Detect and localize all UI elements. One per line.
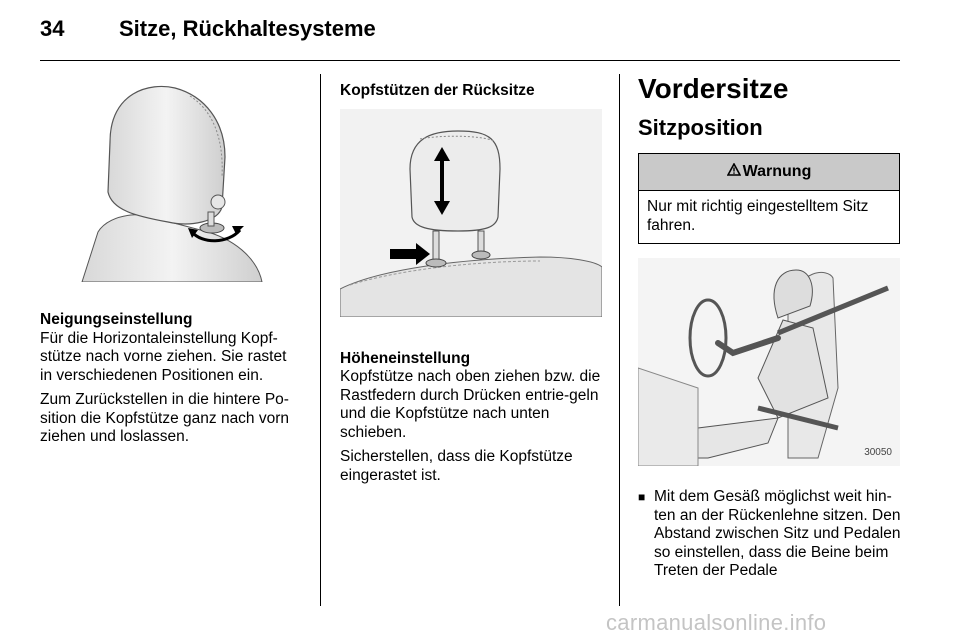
tilt-paragraph-2: Zum Zurückstellen in die hintere Po-sition die Kopfstütze ganz nach vorn ziehen und loslassen. xyxy=(40,391,290,445)
sub-title: Sitzposition xyxy=(638,115,763,140)
page-number: 34 xyxy=(40,16,65,41)
height-paragraph-2: Sicherstellen, dass die Kopfstütze eingerastet ist. xyxy=(340,448,573,484)
height-paragraph-1: Kopfstütze nach oben ziehen bzw. die Rastfedern durch Drücken entrie-geln und die Kopfstütze nach unten schieben. xyxy=(340,368,601,441)
rear-headrest-heading: Kopfstützen der Rücksitze xyxy=(340,82,535,99)
column-divider-2 xyxy=(619,74,620,606)
column-2 xyxy=(340,82,602,491)
tilt-paragraph-1: Für die Horizontaleinstellung Kopf-stütze nach vorne ziehen. Sie rastet in verschiedenen Positionen ein. xyxy=(40,329,287,384)
section-title: Vordersitze xyxy=(638,73,789,104)
height-heading: Höheneinstellung xyxy=(340,349,471,367)
watermark: carmanualsonline.info xyxy=(606,610,827,635)
warning-box xyxy=(638,153,900,244)
column-1 xyxy=(40,82,302,453)
rear-headrest-illustration xyxy=(340,109,602,317)
headrest-tilt-illustration xyxy=(40,82,302,282)
running-title: Sitze, Rückhaltesysteme xyxy=(119,16,376,41)
warning-label: Warnung xyxy=(742,163,812,180)
column-divider-1 xyxy=(320,74,321,606)
header-rule xyxy=(40,60,900,61)
list-item xyxy=(638,488,902,581)
warning-triangle-icon xyxy=(727,163,741,181)
page-header xyxy=(40,16,900,48)
warning-header xyxy=(639,154,899,191)
square-bullet-icon: ■ xyxy=(638,490,646,504)
bullet-text: Mit dem Gesäß möglichst weit hin-ten an der Rückenlehne sitzen. Den Abstand zwischen Sitz und Pedalen so einstellen, dass die Beine beim Treten der Pedale xyxy=(654,488,901,579)
seat-position-figure xyxy=(638,258,900,466)
column-3 xyxy=(638,72,902,581)
tilt-heading: Neigungseinstellung xyxy=(40,311,193,328)
figure-code: 30050 xyxy=(864,447,892,458)
warning-text: Nur mit richtig eingestelltem Sitz fahren. xyxy=(647,198,869,234)
seat-position-illustration xyxy=(638,258,900,466)
